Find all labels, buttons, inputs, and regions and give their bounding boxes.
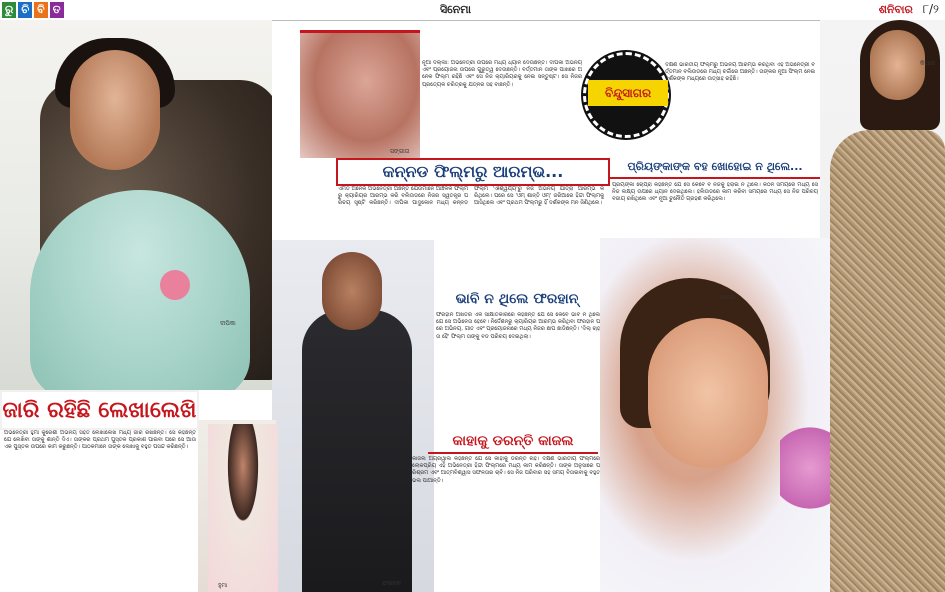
article-top-text: ନୂଆ ଦିଲ୍ଲୀ: ଅଭିନେତ୍ରୀ ଉପରେ ମଧ୍ୟ ଧ୍ୟାନ ଦେଉଛନ୍ତି। ଦୀପିକା ଅଭିନୟ ଏବଂ ପ୍ରୟୋଜନା ଉପରେ ଗୁରୁତ୍ୱ ଦେଉଛନ୍ତି। ବର୍ତ୍ତମାନ ତାଙ୍କ ପାଖରେ ଅନେକ ଫିଲ୍ମ ରହିଛି ଏବଂ ସେ ନିଜ କ୍ୟାରିୟରକୁ ନେଇ ସନ୍ତୁଷ୍ଟ। ସେ ନିଜର ପ୍ରତ୍ୟେକ ଚରିତ୍ରକୁ ଯତ୍ନର ସହ ବାଛନ୍ତି। [422,60,582,88]
accent-line [610,177,820,179]
page-header [0,0,945,21]
article-lekha [4,430,196,588]
heading-farhan: ଭାବି ନ ଥିଲେ ଫରହାନ୍ [455,291,579,307]
heading-kannada: କନ୍ନଡ ଫିଲ୍ମରୁ ଆରମ୍ଭ... [336,158,610,186]
bindusagar-heading: ବିନ୍ଦୁସାଗର [588,80,668,106]
article-kannada-text: ଏମିତି ଅନେକ ଅଭିନେତ୍ରୀ ଅଛନ୍ତି ଯେଉଁମାନେ ଆଞ୍ଚଳିକ ଫିଲ୍ମରୁ କ୍ୟାରିୟର ଆରମ୍ଭ କରି ବଲିଉଡରେ ନିଜର ସ୍ୱତନ୍ତ୍ର ପରିଚୟ ସୃଷ୍ଟି କରିଛନ୍ତି। ଦୀପିକା ପାଦୁକୋନ ମଧ୍ୟ କନ୍ନଡ ଫିଲ୍ମ 'ଐଶ୍ୱର୍ଯ୍ୟ'ରୁ ନିଜ ଅଭିନୟ ଯାତ୍ରା ଆରମ୍ଭ କରିଥିଲେ। ପରେ ସେ 'ଓମ୍ ଶାନ୍ତି ଓମ୍' ଜରିଆରେ ହିନ୍ଦୀ ଫିଲ୍ମକୁ ଆସିଥିଲେ ଏବଂ ପ୍ରଥମ ଫିଲ୍ମରୁ ହିଁ ଦର୍ଶକଙ୍କ ମନ ଜିଣିଥିଲେ। [338,186,604,207]
article-priyanka-text: ପ୍ରିୟଙ୍କା ଚୋପ୍ରା କହିଛନ୍ତି ଯେ ସେ କେବେ ବି ନିଜକୁ ହରାଇ ନ ଥିଲେ। କଠିନ ସମୟରେ ମଧ୍ୟ ସେ ନିଜ ଲକ୍ଷ୍ୟ ଉପରେ ଧ୍ୟାନ ଦେଇଥିଲେ। ହଲିଉଡରେ କାମ କରିବା ସମୟରେ ମଧ୍ୟ ସେ ନିଜ ପରିଚୟ ବଜାୟ ରଖିଥିଲେ ଏବଂ ନୂଆ ଚୁନୌତି ଗ୍ରହଣ କରିଥିଲେ। [612,182,818,203]
logo-letter: ଚି [18,2,32,18]
section-title: ସିନେମା [440,3,471,16]
article-farhan-text: ଫରହାନ ଅଖତର ଏକ ସାକ୍ଷାତକାରରେ କହିଛନ୍ତି ଯେ ସେ କେବେ ଭାବି ନ ଥିଲେ ଯେ ସେ ଅଭିନେତା ହେବେ। ନିର୍ଦ୍ଦେଶନରୁ କ୍ୟାରିୟର ଆରମ୍ଭ କରିଥିବା ଫରହାନ ପରେ ଅଭିନୟ, ଗୀତ ଏବଂ ପ୍ରୟୋଜନାରେ ମଧ୍ୟ ନିଜର ଛାପ ଛାଡିଛନ୍ତି। 'ଦିଲ୍ ଚାହତା ହୈ' ଫିଲ୍ମ ତାଙ୍କୁ ବଡ ପରିଚୟ ଦେଇଥିଲା। [436,312,600,340]
heading-lekha: ଜାରି ରହିଛି ଲେଖାଲେଖି [0,390,199,430]
page-tag: ଶନିବାର [878,3,913,16]
face-shape [648,318,768,468]
masthead-logo [2,2,64,18]
article-kajal-text: କାଜଲ ଅଗ୍ରୱାଲ କହିଛନ୍ତି ଯେ ସେ କାହାକୁ ଡରନ୍ତି ନାହିଁ। ଦକ୍ଷିଣ ଭାରତୀୟ ଫିଲ୍ମରେ ଲୋକପ୍ରିୟ ଏହି ଅଭିନେତ୍ରୀ ହିନ୍ଦୀ ଫିଲ୍ମରେ ମଧ୍ୟ କାମ କରିଛନ୍ତି। ତାଙ୍କ ଅନୁସାରେ ପରିଶ୍ରମ ଏବଂ ଆତ୍ମବିଶ୍ୱାସ ସଫଳତାର ଚାବି। ସେ ନିଜ ପରିବାର ସହ ସମୟ ବିତାଇବାକୁ ବହୁତ ଭଲ ପାଆନ୍ତି। [412,456,600,484]
photo-credit-huma: ହୁମା [218,582,228,589]
farhan-photo [272,240,434,592]
head-shape [70,50,160,170]
logo-letter: ରୁ [2,2,16,18]
logo-letter: ତ [50,2,64,18]
kiara-photo [820,20,945,592]
heading-priyanka: ପ୍ରିୟଙ୍କାଙ୍କ ବହ ଖୋହୋଇ ନ ଥିଲେ... [610,157,820,177]
suit-shape [302,310,412,592]
orchid-shape [780,408,830,528]
article-bindu [665,62,815,152]
kajal-photo [600,238,830,592]
flower-shape [160,270,190,300]
article-priyanka [612,182,818,238]
face-shape [870,30,925,100]
dress-shape [30,190,250,390]
page-number-block [879,2,939,17]
top-actress-photo [300,30,420,158]
article-bindu-text: ଦକ୍ଷିଣ ଭାରତୀୟ ଫିଲ୍ମରୁ ଅଭିନୟ ଆରମ୍ଭ କରିଥିବା ଏହି ଅଭିନେତ୍ରୀ ବର୍ତ୍ତମାନ ବଲିଉଡରେ ମଧ୍ୟ ଚର୍ଚ୍ଚାରେ ଅଛନ୍ତି। ତାଙ୍କର ନୂଆ ଫିଲ୍ମ ନେଇ ଦର୍ଶକଙ୍କ ମଧ୍ୟରେ ଉତ୍ସାହ ରହିଛି। [665,62,815,83]
photo-credit-kiara: କିଆରା [920,60,936,67]
face-shape [322,252,382,330]
page-number: ୮/୨ [922,2,939,16]
logo-letter: ବି [34,2,48,18]
accent-line [428,452,598,454]
photo-credit-top: ସଙ୍ଗୀତା [390,148,410,155]
deepika-photo [0,20,272,390]
huma-figure [208,424,278,592]
gown-shape [830,130,945,592]
heading-kajal: କାହାକୁ ଡରନ୍ତି କାଜଲ [452,433,574,449]
article-kajal [412,456,600,590]
article-top [422,60,582,155]
photo-credit-kajal: କାଜଲ [720,294,736,301]
article-farhan [436,312,600,424]
photo-credit-farhan: ଫରହାନ [382,580,402,587]
article-lekha-text: ଅଭିନେତ୍ରୀ ହୁମା କୁରେଶୀ ଅଭିନୟ ସହିତ ଲେଖାଲେଖି ମଧ୍ୟ ଜାରି ରଖିଛନ୍ତି। ସେ କହିଛନ୍ତି ଯେ ଲେଖିବା ତାଙ୍କୁ ଶାନ୍ତି ଦିଏ। ତାଙ୍କର ପ୍ରଥମ ପୁସ୍ତକ ପ୍ରକାଶ ପାଇବା ପରେ ସେ ଆଉ ଏକ ପୁସ୍ତକ ଉପରେ କାମ କରୁଛନ୍ତି। ପାଠକମାନେ ତାଙ୍କ ଲେଖାକୁ ବହୁତ ପସନ୍ଦ କରିଛନ୍ତି। [4,430,196,451]
photo-credit-deepika: ଦୀପିକା [220,320,236,327]
accent-line [300,30,420,33]
